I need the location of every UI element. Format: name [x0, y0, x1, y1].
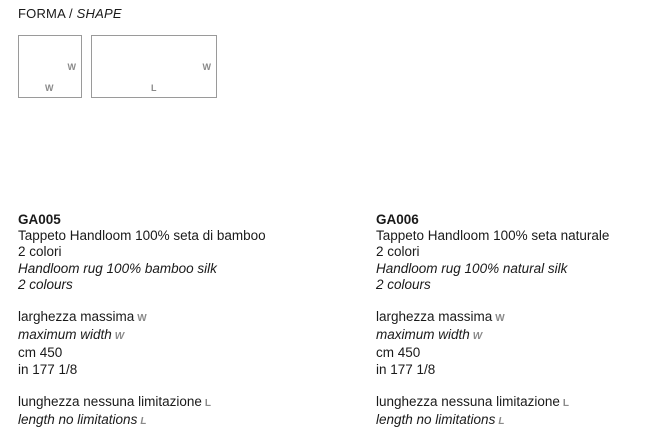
rectangle-shape-diagram [91, 35, 217, 98]
product-colors-it: 2 colori [18, 244, 62, 260]
length-text-it: lunghezza nessuna limitazione [18, 393, 202, 409]
max-width-text-en: maximum width [376, 327, 470, 343]
max-width-label-it [18, 309, 266, 327]
length-text-en: length no limitations [18, 412, 138, 428]
max-width-cm: cm 450 [376, 345, 421, 361]
length-label-en [376, 412, 609, 430]
product-block-ga006 [376, 212, 609, 430]
product-colors-en: 2 colours [18, 276, 73, 292]
square-width-side-mark: W [67, 62, 76, 72]
length-mark: L [498, 416, 505, 428]
shape-heading-en: SHAPE [76, 6, 122, 21]
width-mark: W [495, 313, 505, 325]
rectangle-length-mark: L [151, 83, 157, 93]
product-description-en: Handloom rug 100% natural silk [376, 260, 568, 276]
product-description-en: Handloom rug 100% bamboo silk [18, 260, 217, 276]
width-mark: W [472, 331, 483, 343]
shape-heading [18, 6, 122, 21]
product-colors-it: 2 colori [376, 244, 420, 260]
width-mark: W [137, 313, 147, 325]
length-mark: L [140, 416, 147, 428]
product-code: GA005 [18, 212, 61, 227]
width-mark: W [114, 331, 125, 343]
max-width-label-en [376, 327, 609, 345]
max-width-text-en: maximum width [18, 327, 112, 343]
product-description-it: Tappeto Handloom 100% seta di bamboo [18, 228, 266, 244]
rectangle-width-mark: W [202, 62, 211, 72]
spacer [18, 378, 266, 394]
length-text-en: length no limitations [376, 412, 496, 428]
product-description-it: Tappeto Handloom 100% seta naturale [376, 228, 610, 244]
spacer [376, 378, 609, 394]
length-text-it: lunghezza nessuna limitazione [376, 393, 560, 409]
length-label-en [18, 412, 266, 430]
max-width-in: in 177 1/8 [18, 361, 78, 377]
length-label-it [18, 394, 266, 412]
max-width-in: in 177 1/8 [376, 361, 436, 377]
max-width-text-it: larghezza massima [376, 309, 493, 325]
max-width-text-it: larghezza massima [18, 309, 135, 325]
spacer [376, 293, 609, 309]
square-shape-diagram [18, 35, 82, 98]
shape-heading-it: FORMA / [18, 6, 73, 21]
product-code: GA006 [376, 212, 419, 227]
square-width-bottom-mark: W [45, 83, 54, 93]
max-width-label-en [18, 327, 266, 345]
max-width-label-it [376, 309, 609, 327]
product-colors-en: 2 colours [376, 276, 431, 292]
max-width-cm: cm 450 [18, 345, 63, 361]
length-mark: L [204, 397, 211, 409]
product-block-ga005 [18, 212, 266, 430]
length-label-it [376, 394, 609, 412]
length-mark: L [562, 397, 569, 409]
spacer [18, 293, 266, 309]
